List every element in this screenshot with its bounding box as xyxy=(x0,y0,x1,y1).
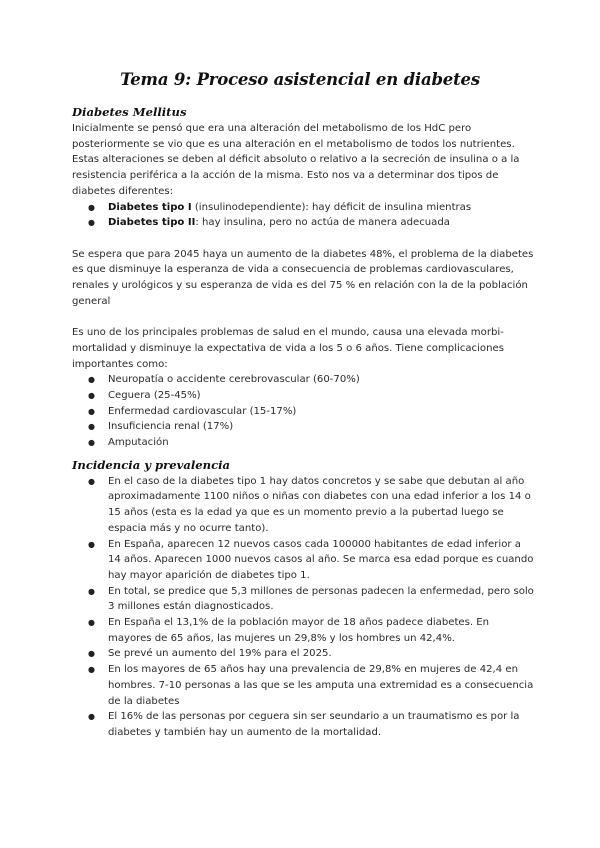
type-term: Diabetes tipo I xyxy=(108,201,192,213)
list-item: ● Amputación xyxy=(72,435,534,451)
list-item: ● Neuropatía o accidente cerebrovascular (60-70%) xyxy=(72,372,534,388)
list-item: ● En España, aparecen 12 nuevos casos cada 100000 habitantes de edad inferior a 14 años. Aparecen 1000 nuevos casos al año. Se marca esa edad porque es cuando hay mayor aparición de diabetes tipo 1. xyxy=(72,537,534,584)
diabetes-types-list xyxy=(72,200,534,231)
list-item: ● En el caso de la diabetes tipo 1 hay datos concretos y se sabe que debutan al año aproximadamente 1100 niños o niñas con diabetes con una edad inferior a los 14 o 15 años (esta es la edad ya que es un momento previo a la pubertad luego se espacia más y no ocurre tanto). xyxy=(72,474,534,537)
intro-paragraph: Inicialmente se pensó que era una alteración del metabolismo de los HdC pero posteriormente se vio que es una alteración en el metabolismo de todos los nutrientes. Estas alteraciones se deben al déficit absoluto o relativo a la secreción de insulina o a la resistencia periférica a la acción de la misma. Esto nos va a determinar dos tipos de diabetes diferentes: xyxy=(72,123,520,197)
health-problem-paragraph: Es uno de los principales problemas de salud en el mundo, causa una elevada morbi-mortalidad y disminuye la expectativa de vida a los 5 o 6 años. Tiene complicaciones importantes como: xyxy=(72,327,504,370)
heading-diabetes-mellitus: Diabetes Mellitus xyxy=(72,105,187,119)
list-item: ● El 16% de las personas por ceguera sin ser seundario a un traumatismo es por la diabetes y también hay un aumento de la mortalidad. xyxy=(72,709,534,740)
incidence-list xyxy=(72,474,534,741)
heading-incidencia-prevalencia: Incidencia y prevalencia xyxy=(72,457,231,472)
list-item: ● Se prevé un aumento del 19% para el 2025. xyxy=(72,646,534,662)
projection-paragraph: Se espera que para 2045 haya un aumento de la diabetes 48%, el problema de la diabetes es que disminuye la esperanza de vida a consecuencia de problemas cardiovasculares, renales y urológicos y su esperanza de vida es del 75 % en relación con la de la población general xyxy=(72,248,534,307)
complications-list xyxy=(72,372,534,451)
list-item: ● En total, se predice que 5,3 millones de personas padecen la enfermedad, pero solo 3 millones están diagnosticados. xyxy=(72,584,534,615)
list-item xyxy=(72,200,534,216)
list-item: ● Enfermedad cardiovascular (15-17%) xyxy=(72,404,534,420)
list-item: ● Ceguera (25-45%) xyxy=(72,388,534,404)
document-body xyxy=(72,104,534,741)
type-text: : hay insulina, pero no actúa de manera adecuada xyxy=(195,217,450,229)
type-text: (insulinodependiente): hay déficit de insulina mientras xyxy=(191,201,472,213)
list-item xyxy=(72,215,534,231)
type-term: Diabetes tipo II xyxy=(108,217,196,229)
list-item: ● En España el 13,1% de la población mayor de 18 años padece diabetes. En mayores de 65 años, las mujeres un 29,8% y los hombres un 42,4%. xyxy=(72,615,534,646)
list-item: ● Insuficiencia renal (17%) xyxy=(72,419,534,435)
page-title: Tema 9: Proceso asistencial en diabetes xyxy=(120,70,480,89)
list-item: ● En los mayores de 65 años hay una prevalencia de 29,8% en mujeres de 42,4 en hombres. 7-10 personas a las que se les amputa una extremidad es a consecuencia de la diabetes xyxy=(72,662,534,709)
